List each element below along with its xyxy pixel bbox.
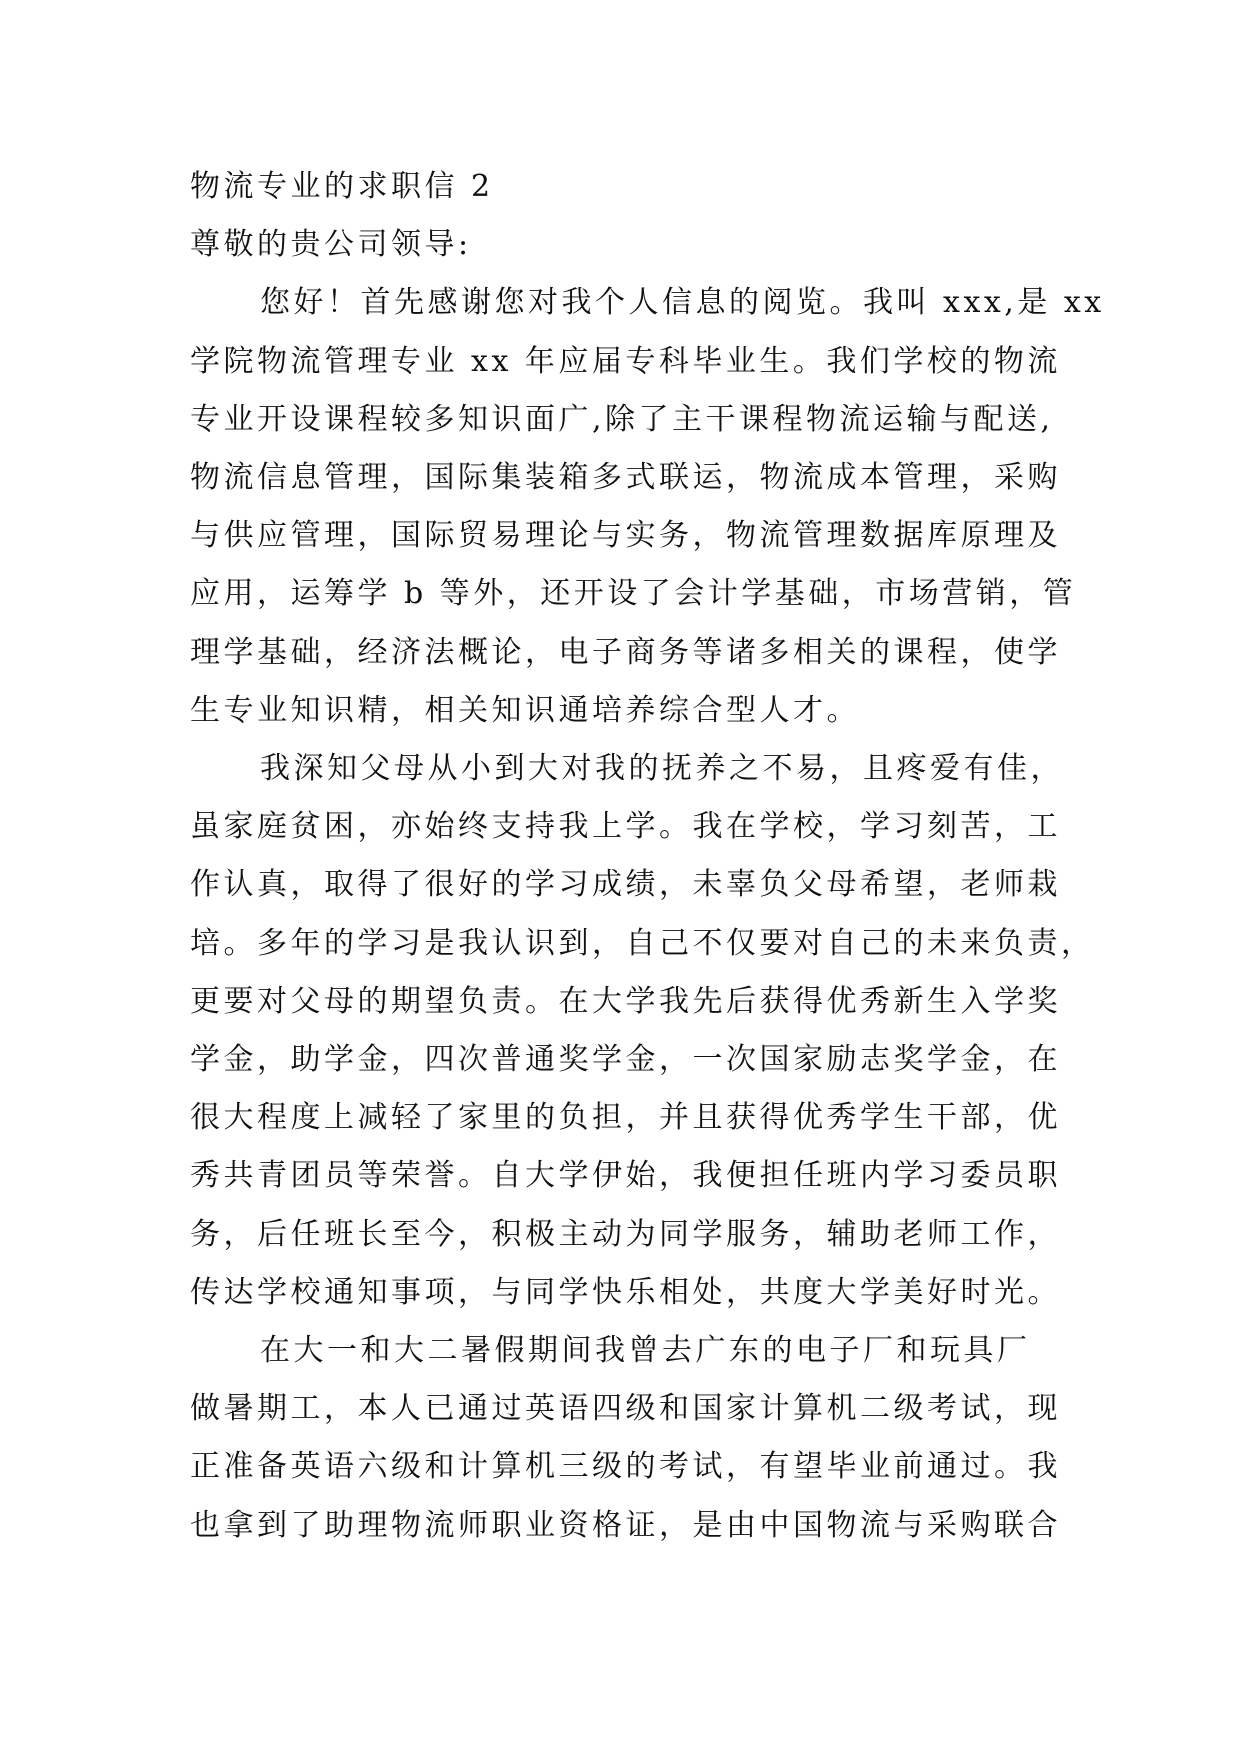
paragraph-line: 也拿到了助理物流师职业资格证，是由中国物流与采购联合 bbox=[190, 1507, 1061, 1543]
paragraph-1 bbox=[190, 274, 1105, 740]
paragraph-line: 作认真，取得了很好的学习成绩，未辜负父母希望，老师栽 bbox=[190, 867, 1061, 903]
paragraph-line: 您好！首先感谢您对我个人信息的阅览。我叫 xxx,是 xx bbox=[260, 285, 1105, 321]
paragraph-line: 培。多年的学习是我认识到，自己不仅要对自己的未来负责， bbox=[190, 925, 1095, 961]
paragraph-line: 应用，运筹学 b 等外，还开设了会计学基础，市场营销，管 bbox=[190, 576, 1077, 612]
letter-title: 物流专业的求职信 2 bbox=[190, 169, 494, 204]
paragraph-3 bbox=[190, 1322, 1061, 1555]
paragraph-line: 正准备英语六级和计算机三级的考试，有望毕业前通过。我 bbox=[190, 1449, 1061, 1485]
letter-page bbox=[190, 158, 1105, 1555]
paragraph-line: 理学基础，经济法概论，电子商务等诸多相关的课程，使学 bbox=[190, 634, 1061, 670]
salutation: 尊敬的贵公司领导: bbox=[190, 227, 472, 263]
paragraph-line: 专业开设课程较多知识面广,除了主干课程物流运输与配送, bbox=[190, 401, 1054, 437]
paragraph-line: 秀共青团员等荣誉。自大学伊始，我便担任班内学习委员职 bbox=[190, 1158, 1061, 1194]
paragraph-line: 虽家庭贫困，亦始终支持我上学。我在学校，学习刻苦，工 bbox=[190, 809, 1061, 845]
paragraph-line: 很大程度上减轻了家里的负担，并且获得优秀学生干部，优 bbox=[190, 1100, 1061, 1136]
paragraph-line: 我深知父母从小到大对我的抚养之不易，且疼爱有佳， bbox=[260, 751, 1064, 787]
paragraph-line: 物流信息管理，国际集装箱多式联运，物流成本管理，采购 bbox=[190, 460, 1061, 496]
paragraph-line: 更要对父母的期望负责。在大学我先后获得优秀新生入学奖 bbox=[190, 983, 1061, 1019]
paragraph-line: 学院物流管理专业 xx 年应届专科毕业生。我们学校的物流 bbox=[190, 343, 1061, 379]
paragraph-2 bbox=[190, 740, 1095, 1322]
paragraph-line: 生专业知识精，相关知识通培养综合型人才。 bbox=[190, 692, 860, 728]
paragraph-line: 学金，助学金，四次普通奖学金，一次国家励志奖学金，在 bbox=[190, 1042, 1061, 1078]
paragraph-line: 传达学校通知事项，与同学快乐相处，共度大学美好时光。 bbox=[190, 1274, 1061, 1310]
paragraph-line: 在大一和大二暑假期间我曾去广东的电子厂和玩具厂 bbox=[260, 1333, 1031, 1369]
paragraph-line: 务，后任班长至今，积极主动为同学服务，辅助老师工作， bbox=[190, 1216, 1061, 1252]
paragraph-line: 与供应管理，国际贸易理论与实务，物流管理数据库原理及 bbox=[190, 518, 1061, 554]
paragraph-line: 做暑期工，本人已通过英语四级和国家计算机二级考试，现 bbox=[190, 1391, 1061, 1427]
